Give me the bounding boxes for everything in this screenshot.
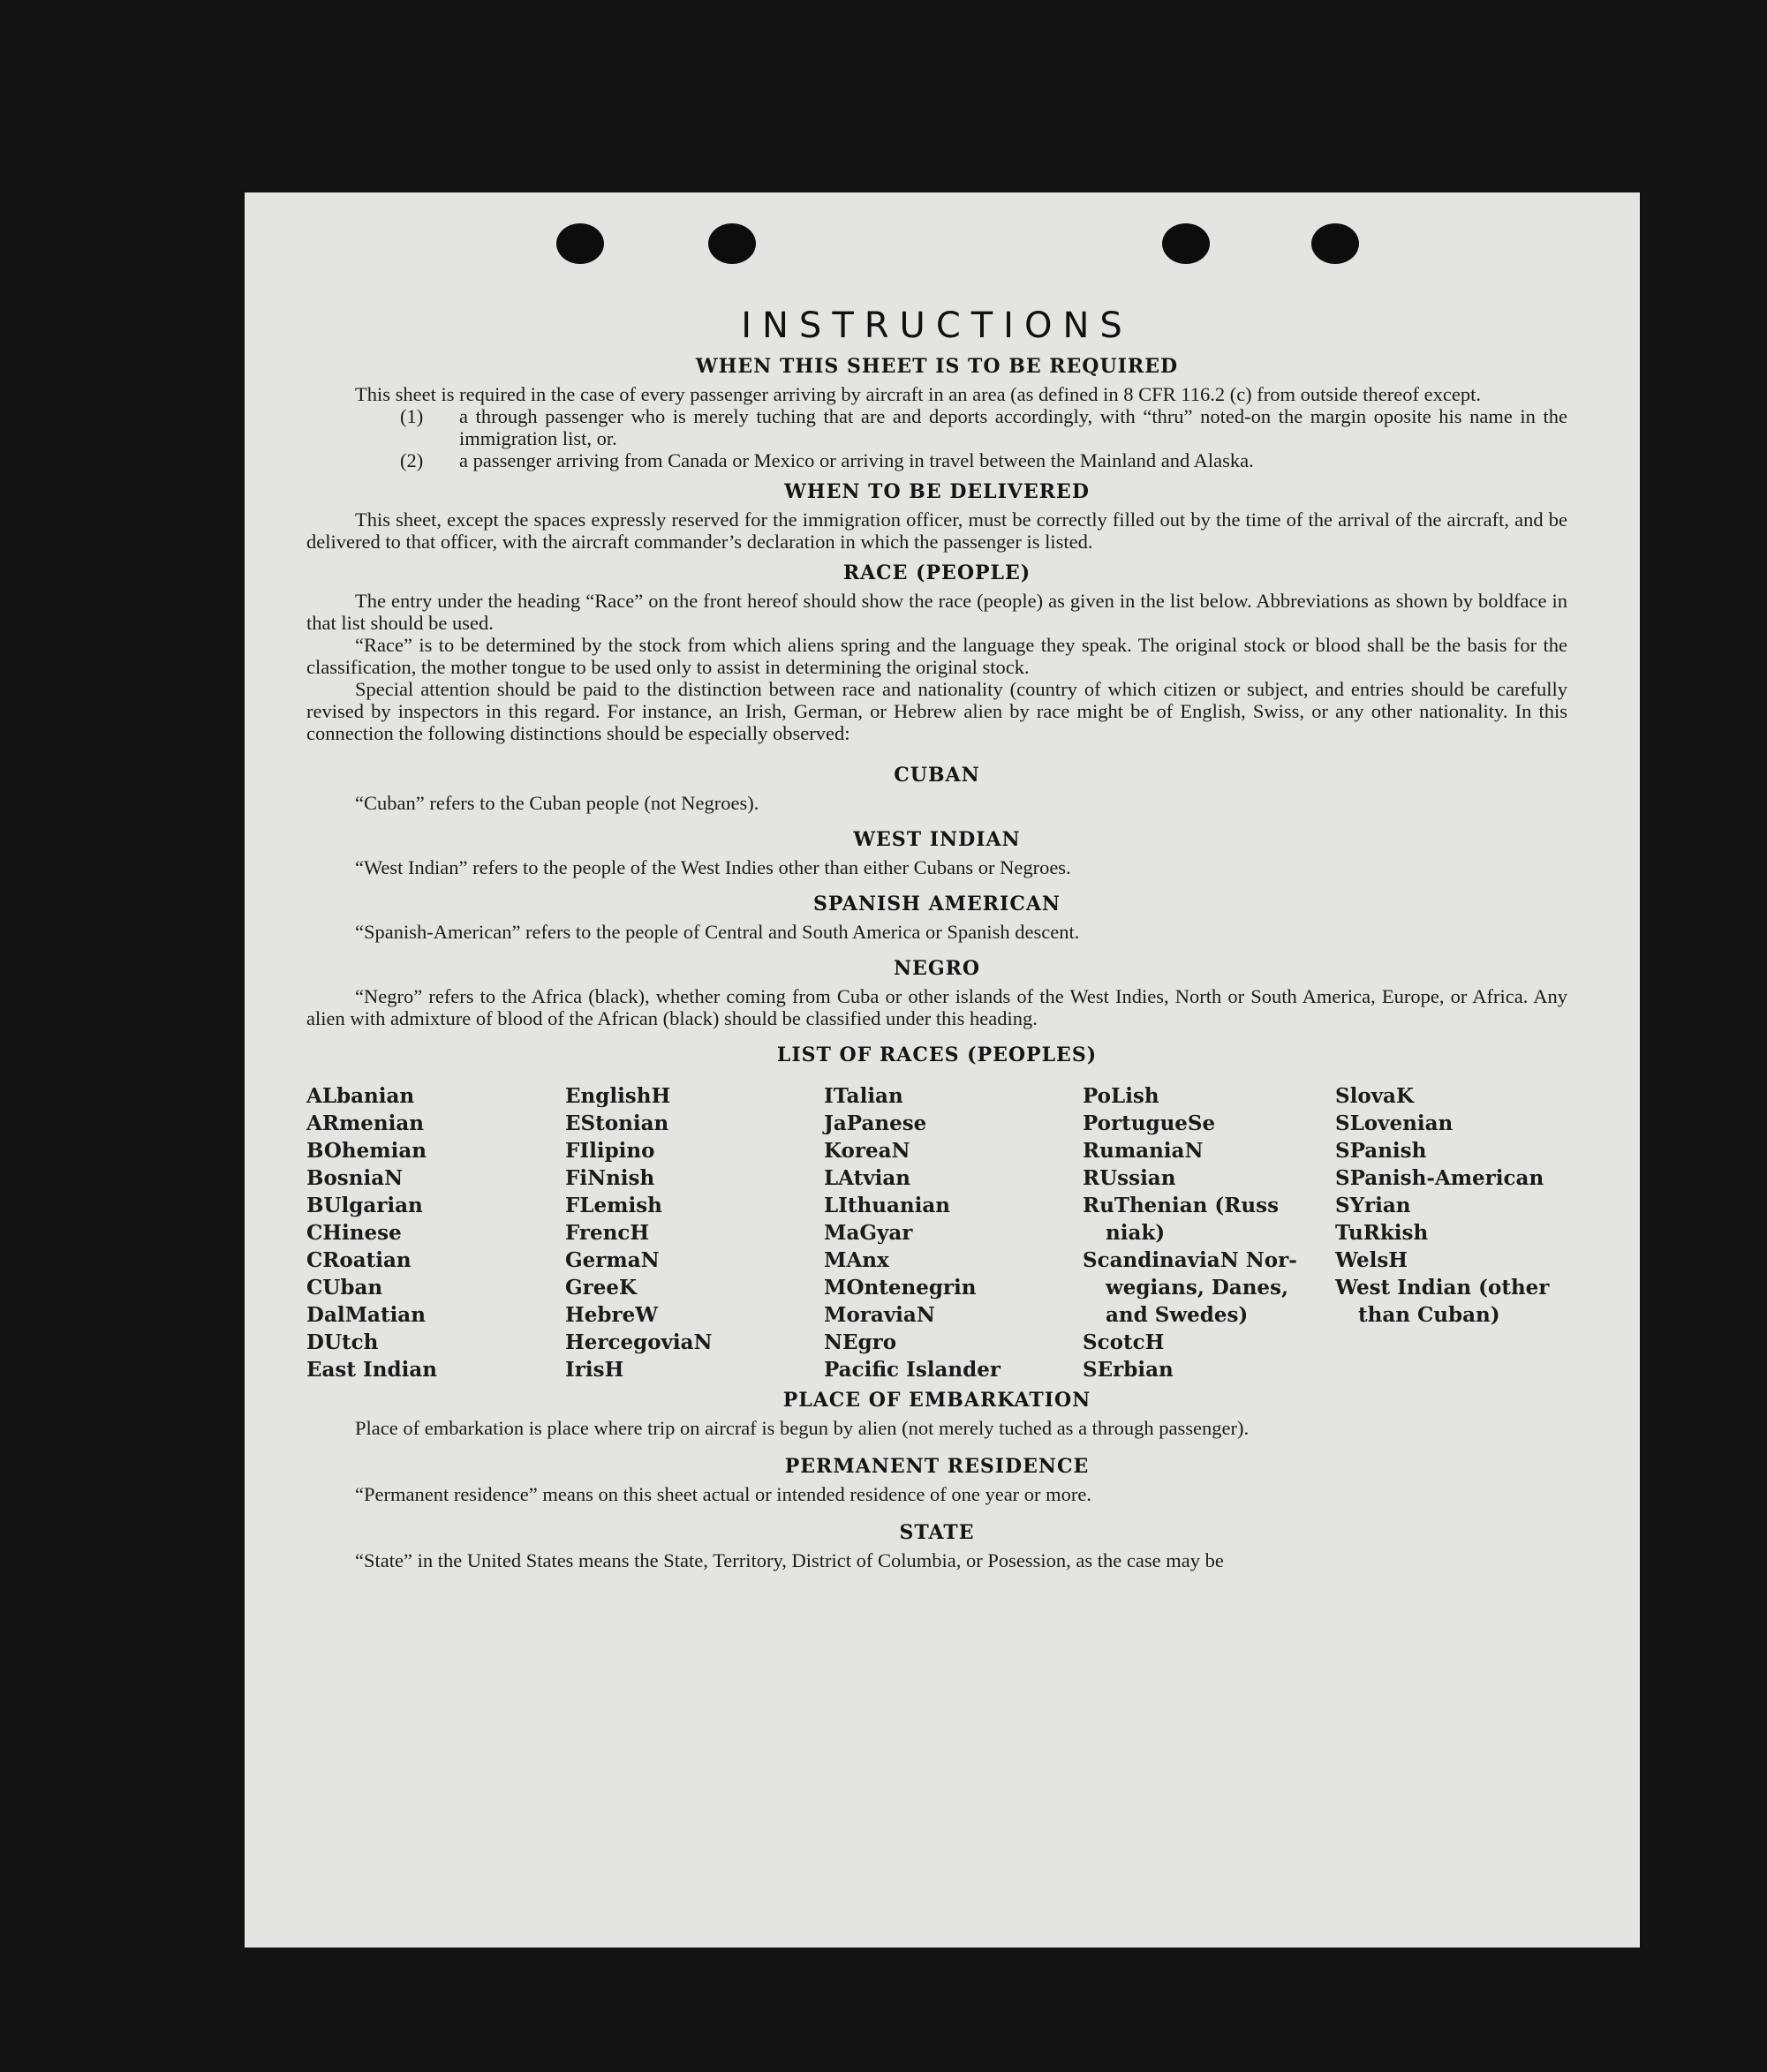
delivered-text: This sheet, except the spaces expressly reserved for the immigration officer, must be correctly filled out by the time of the arrival of the aircraft, and be delivered to that officer, with the aircraft commander’s declaration in which the passenger is listed. (306, 509, 1567, 553)
race-item: MOntenegrin (824, 1276, 977, 1300)
race-item: IrisH (565, 1358, 624, 1382)
race-item: DalMatian (306, 1303, 426, 1327)
heading-permanent-residence: PERMANENT RESIDENCE (784, 1455, 1090, 1478)
race-paragraph-2: “Race” is to be determined by the stock from which aliens spring and the language they speak. The original stock or blood shall be the basis for the classification, the mother tongue to be used only to assist in determining the original stock. (306, 634, 1567, 678)
race-item: LAtvian (824, 1166, 910, 1190)
race-paragraph-3: Special attention should be paid to the distinction between race and nationality (country of which citizen or subject, and entries should be carefully revised by inspectors in this regard. For instance, an Irish, German, or Hebrew alien by race might be of English, Swiss, or any other nationality. In this connection the following distinctions should be especially observed: (306, 678, 1567, 744)
race-item: PoLish (1083, 1084, 1159, 1108)
race-item: SPanish (1335, 1139, 1427, 1163)
required-item-1 (306, 405, 1567, 449)
west-indian-text: “West Indian” refers to the people of the West Indies other than either Cubans or Negroes. (355, 856, 1071, 878)
race-item: FIlipino (565, 1139, 655, 1163)
heading-race: RACE (PEOPLE) (842, 561, 1031, 584)
punch-hole-2 (708, 223, 756, 264)
race-item: ITalian (824, 1084, 903, 1108)
document-content (306, 305, 1567, 1571)
race-item: BosniaN (306, 1166, 404, 1190)
races-list (306, 1082, 1567, 1383)
heading-west-indian: WEST INDIAN (853, 828, 1021, 851)
race-item-continued: than Cuban) (1358, 1303, 1500, 1327)
race-item: RUssian (1083, 1166, 1176, 1190)
race-item: PortugueSe (1083, 1111, 1216, 1135)
race-paragraph-1: The entry under the heading “Race” on the front hereof should show the race (people) as given in the list below. Abbreviations as shown by boldface in that list should be used. (306, 590, 1567, 634)
race-item: LIthuanian (824, 1194, 950, 1217)
negro-text: “Negro” refers to the Africa (black), whether coming from Cuba or other islands of the West Indies, North or South America, Europe, or Africa. Any alien with admixture of blood of the African (black) should be classified under this heading. (306, 985, 1567, 1029)
race-item: Pacific Islander (824, 1358, 1001, 1382)
embarkation-text: Place of embarkation is place where trip on aircraf is begun by alien (not merely tuched as a through passenger). (355, 1417, 1250, 1439)
race-item-continued: niak) (1106, 1221, 1166, 1245)
races-column-3 (824, 1082, 1083, 1383)
item-number: (1) (400, 405, 424, 427)
heading-negro: NEGRO (893, 957, 981, 980)
item-text: a passenger arriving from Canada or Mexico or arriving in travel between the Mainland and Alaska. (459, 449, 1254, 471)
spanish-american-text: “Spanish-American” refers to the people of Central and South America or Spanish descent. (355, 921, 1080, 943)
required-intro: This sheet is required in the case of every passenger arriving by aircraft in an area (as defined in 8 CFR 116.2 (c) from outside thereof except. (355, 383, 1481, 405)
punch-hole-4 (1311, 223, 1359, 264)
race-item: ScotcH (1083, 1330, 1165, 1354)
races-column-4 (1083, 1082, 1335, 1383)
race-item: ARmenian (306, 1111, 425, 1135)
race-item: FiNnish (565, 1166, 655, 1190)
race-item: RumaniaN (1083, 1139, 1204, 1163)
race-item: GreeK (565, 1276, 638, 1300)
race-item: CRoatian (306, 1248, 412, 1272)
race-item: BUlgarian (306, 1194, 423, 1217)
race-item-continued: wegians, Danes, (1106, 1276, 1288, 1300)
race-item: SlovaK (1335, 1084, 1414, 1108)
race-item: ScandinaviaN Nor- (1083, 1248, 1297, 1272)
race-item: RuThenian (Russ (1083, 1194, 1280, 1217)
race-item: HebreW (565, 1303, 659, 1327)
heading-list-of-races: LIST OF RACES (PEOPLES) (776, 1044, 1098, 1066)
punch-hole-3 (1162, 223, 1210, 264)
race-item: BOhemian (306, 1139, 427, 1163)
races-column-1 (306, 1082, 565, 1383)
heading-cuban: CUBAN (894, 764, 980, 787)
race-item: KoreaN (824, 1139, 910, 1163)
race-item: GermaN (565, 1248, 660, 1272)
race-item: TuRkish (1335, 1221, 1429, 1245)
race-item-continued: and Swedes) (1106, 1303, 1249, 1327)
item-number: (2) (400, 449, 424, 471)
page-title: INSTRUCTIONS (741, 305, 1133, 346)
race-item: MaGyar (824, 1221, 913, 1245)
race-item: JaPanese (824, 1111, 927, 1135)
race-item: SPanish-American (1335, 1166, 1544, 1190)
heading-required: WHEN THIS SHEET IS TO BE REQUIRED (695, 355, 1179, 378)
race-item: EStonian (565, 1111, 669, 1135)
heading-embarkation: PLACE OF EMBARKATION (782, 1389, 1091, 1412)
heading-state: STATE (899, 1521, 975, 1544)
race-item: West Indian (other (1335, 1276, 1550, 1300)
punch-hole-1 (556, 223, 604, 264)
races-column-2 (565, 1082, 824, 1383)
state-text: “State” in the United States means the State, Territory, District of Columbia, or Posession, as the case may be (355, 1549, 1224, 1571)
race-item: WelsH (1335, 1248, 1408, 1272)
race-item: MoraviaN (824, 1303, 935, 1327)
race-item: FLemish (565, 1194, 662, 1217)
race-item: DUtch (306, 1330, 379, 1354)
heading-spanish-american: SPANISH AMERICAN (812, 893, 1061, 915)
cuban-text: “Cuban” refers to the Cuban people (not Negroes). (355, 792, 759, 814)
race-item: SYrian (1335, 1194, 1411, 1217)
races-column-5 (1335, 1082, 1567, 1383)
race-item: CUban (306, 1276, 383, 1300)
race-item: SErbian (1083, 1358, 1174, 1382)
document-sheet (245, 192, 1640, 1948)
race-item: SLovenian (1335, 1111, 1454, 1135)
race-item: HercegoviaN (565, 1330, 713, 1354)
item-text: a through passenger who is merely tuching that are and deports accordingly, with “thru” noted-on the margin oposite his name in the immigration list, or. (459, 405, 1567, 449)
race-item: East Indian (306, 1358, 437, 1382)
heading-delivered: WHEN TO BE DELIVERED (784, 480, 1090, 503)
race-item: ALbanian (306, 1084, 415, 1108)
required-item-2 (306, 449, 1567, 471)
race-item: MAnx (824, 1248, 889, 1272)
race-item: NEgro (824, 1330, 897, 1354)
race-item: EnglishH (565, 1084, 671, 1108)
permanent-residence-text: “Permanent residence” means on this sheet actual or intended residence of one year or more. (355, 1483, 1092, 1505)
race-item: CHinese (306, 1221, 402, 1245)
race-item: FrencH (565, 1221, 650, 1245)
